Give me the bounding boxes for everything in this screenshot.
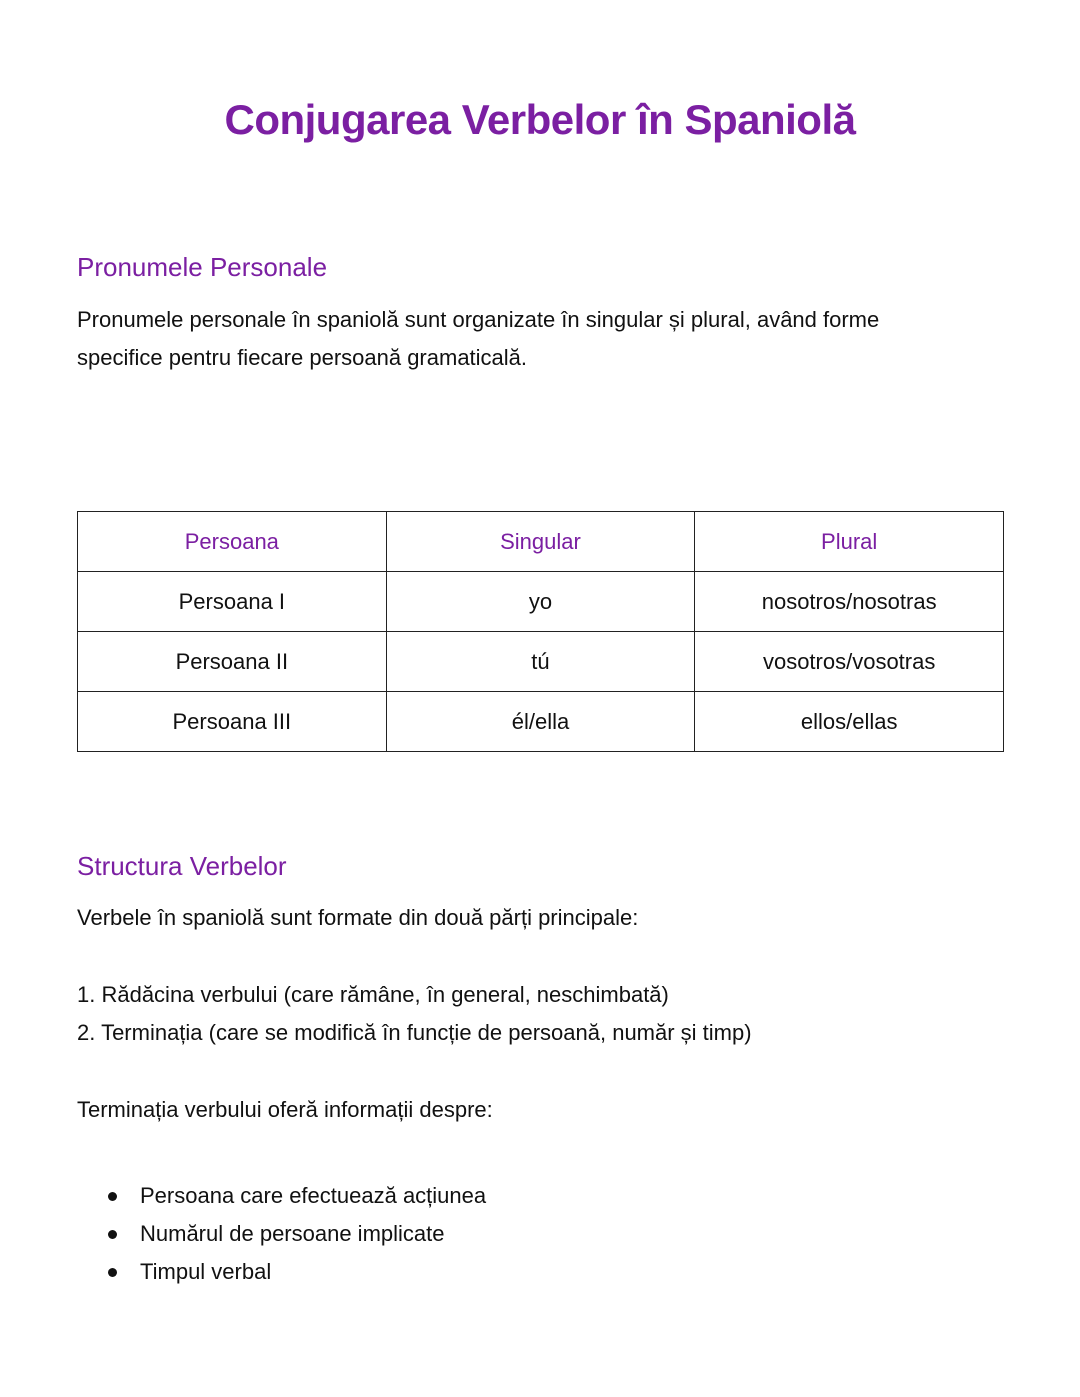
table-cell: Persoana I <box>78 572 387 632</box>
table-row <box>78 692 1004 752</box>
header-persoana: Persoana <box>78 512 387 572</box>
text-line: Pronumele personale în spaniolă sunt organizate în singular și plural, având forme <box>77 307 880 332</box>
table-cell: tú <box>386 632 695 692</box>
table-cell: nosotros/nosotras <box>695 572 1004 632</box>
page-title: Conjugarea Verbelor în Spaniolă <box>224 96 856 143</box>
list-item-text: Numărul de persoane implicate <box>140 1221 445 1246</box>
table-cell: yo <box>386 572 695 632</box>
list-item-text: Timpul verbal <box>140 1259 272 1284</box>
table-cell: Persoana II <box>78 632 387 692</box>
numbered-item: 1. Rădăcina verbului (care rămâne, în general, neschimbată) <box>77 982 669 1007</box>
bullet-icon <box>108 1192 117 1201</box>
section-heading-pronouns: Pronumele Personale <box>77 252 328 282</box>
table-row <box>78 632 1004 692</box>
header-plural: Plural <box>695 512 1004 572</box>
ending-info-intro: Terminația verbului oferă informații despre: <box>77 1097 493 1122</box>
table-cell: ellos/ellas <box>695 692 1004 752</box>
table-header-row <box>78 512 1004 572</box>
pronouns-description <box>77 301 977 377</box>
bullet-list <box>108 1177 486 1291</box>
section-heading-verb-structure: Structura Verbelor <box>77 851 287 881</box>
table-cell: vosotros/vosotras <box>695 632 1004 692</box>
pronouns-table <box>77 511 1004 752</box>
list-item <box>108 1253 486 1291</box>
table-cell: Persoana III <box>78 692 387 752</box>
table-row <box>78 572 1004 632</box>
table-cell: él/ella <box>386 692 695 752</box>
bullet-icon <box>108 1268 117 1277</box>
numbered-list <box>77 976 977 1052</box>
numbered-item: 2. Terminația (care se modifică în funcție de persoană, număr și timp) <box>77 1020 752 1045</box>
list-item-text: Persoana care efectuează acțiunea <box>140 1183 487 1208</box>
list-item <box>108 1215 486 1253</box>
list-item <box>108 1177 486 1215</box>
bullet-icon <box>108 1230 117 1239</box>
header-singular: Singular <box>386 512 695 572</box>
verb-structure-intro: Verbele în spaniolă sunt formate din două părți principale: <box>77 905 639 930</box>
text-line: specifice pentru fiecare persoană gramaticală. <box>77 345 528 370</box>
